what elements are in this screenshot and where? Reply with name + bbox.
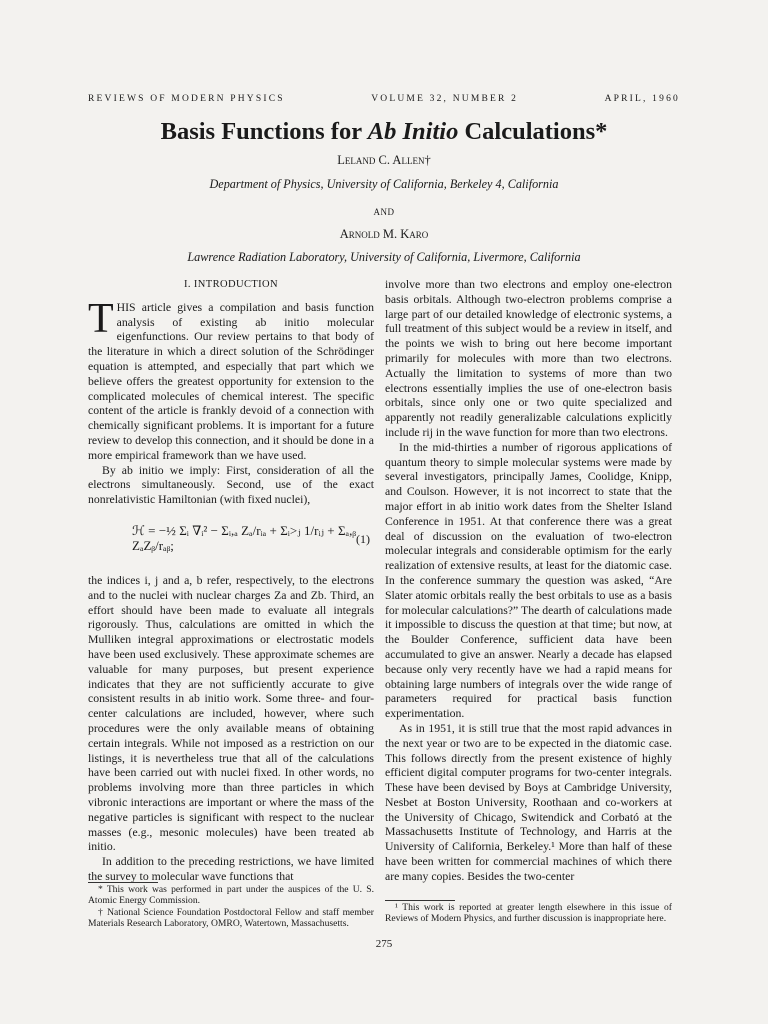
footnote-rule: [385, 900, 455, 901]
footnote: * This work was performed in part under the auspices of the U. S. Atomic Energy Commission.: [88, 884, 374, 907]
paragraph: THIS article gives a compilation and basis function analysis of existing ab initio molecular eigenfunctions. Our review pertains to that body of the literature in which a direct solution of the Schrödinger equation is attempted, and especially that part which we believe offers the greatest opportunity for extension to the complicated molecules of chemical interest. The specific content of the article is frankly devoid of a connection with chemically significant problems. It is important for a future review to develop this connection, and it should be done in a more empirical framework than we have used.: [88, 295, 374, 462]
article-title: [0, 118, 768, 146]
journal-name: REVIEWS OF MODERN PHYSICS: [88, 94, 285, 104]
paragraph: the indices i, j and a, b refer, respectively, to the electrons and to the nuclei with nuclear charges Za and Zb. Third, an effort should have been made to evaluate all integrals rigorously. Thus, calculations are omitted in which the Mulliken integral approximations or electrostatic models have been used exclusively. These approximate schemes are valuable for many purposes, but present experience indicates that they are not sufficiently accurate to give consistent results in ab initio work. Some three- and four-center calculations are included, however, where such procedures were the only available means of obtaining certain integrals. While not imposed as a restriction on our listings, it is nevertheless true that all of the calculations have been carried out with nuclei fixed. In other words, no problems involving more than three particles in which vibronic interactions are important or where the mass of the negative particles is significant with respect to the nuclear masses (e.g., mesonic molecules) have been treated ab initio.: [88, 573, 374, 854]
running-header: [88, 94, 680, 104]
affiliation-1: Department of Physics, University of California, Berkeley 4, California: [209, 177, 559, 191]
equation-number: (1): [356, 531, 370, 546]
title-rest: Calculations*: [464, 118, 608, 145]
author-1: Leland C. Allen†: [337, 153, 431, 167]
drop-cap: T: [88, 295, 114, 342]
footnotes-left: [88, 884, 374, 930]
footnote: † National Science Foundation Postdoctoral Fellow and staff member Materials Research Laboratory, OMRO, Watertown, Massachusetts.: [88, 906, 374, 930]
page-number: 275: [375, 938, 393, 950]
paragraph: By ab initio we imply: First, consideration of all the electrons simultaneously. Second, use of the exact nonrelativistic Hamiltonian (with fixed nuclei),: [88, 463, 374, 507]
footnote-rule: [88, 882, 158, 883]
paragraph: In the mid-thirties a number of rigorous applications of quantum theory to simple molecular systems were made by several investigators, principally James, Coolidge, Knipp, and Coulson. However, it is not incorrect to state that the major effort in ab initio work dates from the Shelter Island Conference in 1951. At that conference there was a great deal of discussion on the evaluation of two-electron molecular integrals and considerable optimism for the early realization of extensive results, at least for the diatomic case. In the conference summary the question was asked, “Are Slater atomic orbitals really the best orbitals to use as a basis for molecular calculations?” The dearth of calculations made it impossible to discuss the question at that time; but now, at the Boulder Conference, sufficient data have been accumulated to give an answer. Nearly a decade has elapsed because only very recently have we had a rapid means for obtaining large numbers of integrals over the wide range of parameters required for practical basis function experimentation.: [385, 440, 672, 721]
equation-body: ℋ = −½ Σᵢ ∇ᵢ² − Σᵢ,ₐ Zₐ/rᵢₐ + Σᵢ>ⱼ 1/rᵢⱼ + Σₐ,ᵦ ZₐZᵦ/rₐᵦ;: [132, 523, 356, 553]
title-main: Basis Functions for: [160, 118, 362, 145]
issue-date: APRIL, 1960: [604, 94, 680, 104]
volume-number: VOLUME 32, NUMBER 2: [371, 94, 519, 104]
affiliation-2: Lawrence Radiation Laboratory, University of California, Livermore, California: [187, 250, 581, 264]
and-separator: AND: [373, 207, 395, 217]
paragraph: As in 1951, it is still true that the most rapid advances in the next year or two are to be expected in the diatomic case. This follows directly from the present existence of highly efficient digital computer programs for two-center integrals. These have been devised by Boys at Cambridge University, Nesbet at Boston University, Roothaan and co-workers at the University of Chicago, Switendick and Corbató at the Massachusetts Institute of Technology, and Harris at the University of California, Berkeley.¹ More than half of these have been written for commercial machines of which there are many copies. Besides the two-center: [385, 721, 672, 883]
footnotes-right: [385, 902, 672, 925]
title-italic: Ab Initio: [367, 118, 459, 145]
footnote: ¹ This work is reported at greater length elsewhere in this issue of Reviews of Modern Physics, and further discussion is inappropriate here.: [385, 902, 672, 925]
section-heading: I. INTRODUCTION: [183, 279, 279, 290]
paragraph: involve more than two electrons and employ one-electron basis orbitals. Although two-electron problems comprise a large part of our detailed knowledge of electronic systems, a full treatment of this subject would be a review in itself, and the points we wish to bring out here become important primarily for molecules with more than two electrons. Actually the limitation to systems of more than two electrons essentially implies the use of one-electron basis orbitals, since only one or two quite specialized and apparently not readily generalizable calculations explicitly include rij in the wave function for more than two electrons.: [385, 278, 672, 439]
left-column: [88, 278, 374, 885]
author-2: Arnold M. Karo: [339, 227, 429, 241]
paragraph: In addition to the preceding restrictions, we have limited the survey to molecular wave functions that: [88, 855, 374, 883]
right-column: [385, 278, 672, 885]
equation-1: [88, 514, 374, 564]
